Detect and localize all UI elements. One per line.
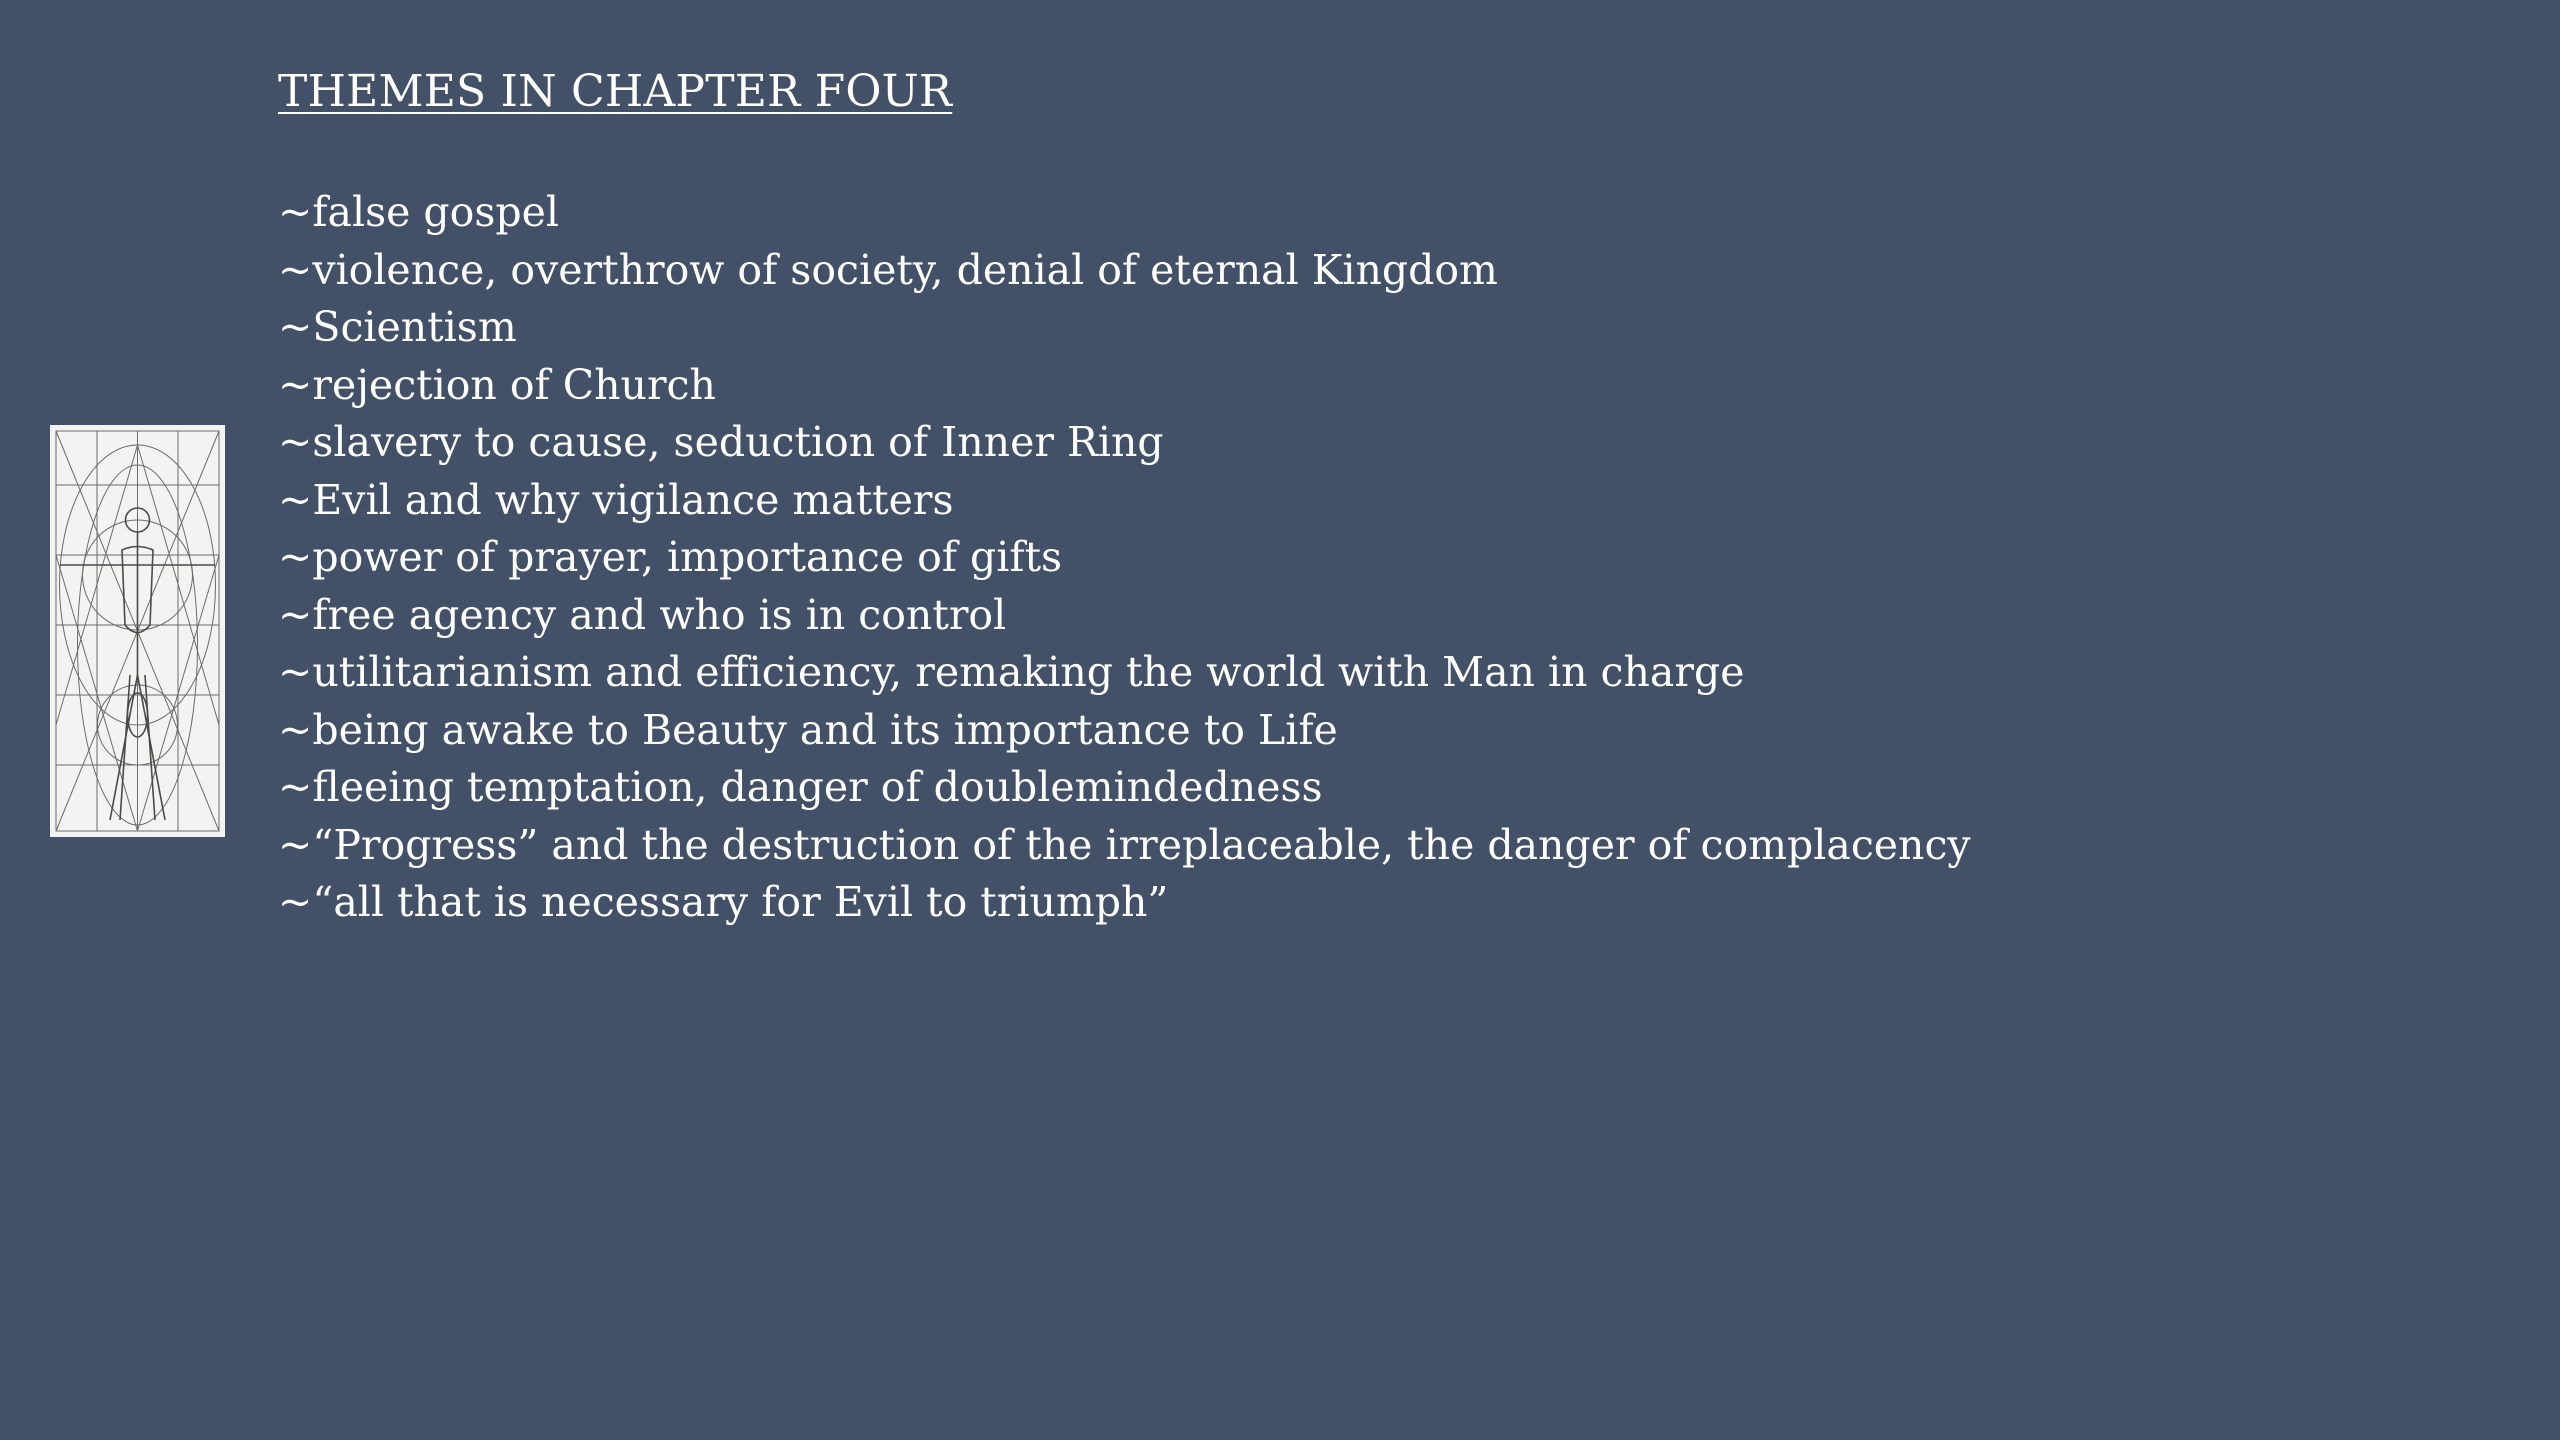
list-item: ~rejection of Church bbox=[278, 360, 716, 409]
list-item: ~“all that is necessary for Evil to triumph” bbox=[278, 878, 1169, 926]
list-item: ~being awake to Beauty and its importance to Life bbox=[278, 705, 1338, 754]
figure-drawing-icon bbox=[50, 425, 225, 837]
list-item: ~false gospel bbox=[278, 188, 560, 236]
list-item: ~Scientism bbox=[278, 303, 517, 351]
list-item: ~fleeing temptation, danger of doublemindedness bbox=[278, 763, 1323, 811]
list-item: ~slavery to cause, seduction of Inner Ring bbox=[278, 418, 1164, 466]
list-item: ~Evil and why vigilance matters bbox=[278, 475, 954, 524]
slide-title: THEMES IN CHAPTER FOUR bbox=[278, 66, 953, 117]
geometric-figure-illustration bbox=[50, 425, 225, 837]
list-item: ~free agency and who is in control bbox=[278, 590, 1007, 639]
themes-list bbox=[278, 184, 1971, 932]
list-item: ~violence, overthrow of society, denial of eternal Kingdom bbox=[278, 245, 1498, 294]
list-item: ~power of prayer, importance of gifts bbox=[278, 533, 1063, 581]
list-item: ~utilitarianism and efficiency, remaking the world with Man in charge bbox=[278, 648, 1745, 696]
list-item: ~“Progress” and the destruction of the irreplaceable, the danger of complacency bbox=[278, 820, 1971, 869]
